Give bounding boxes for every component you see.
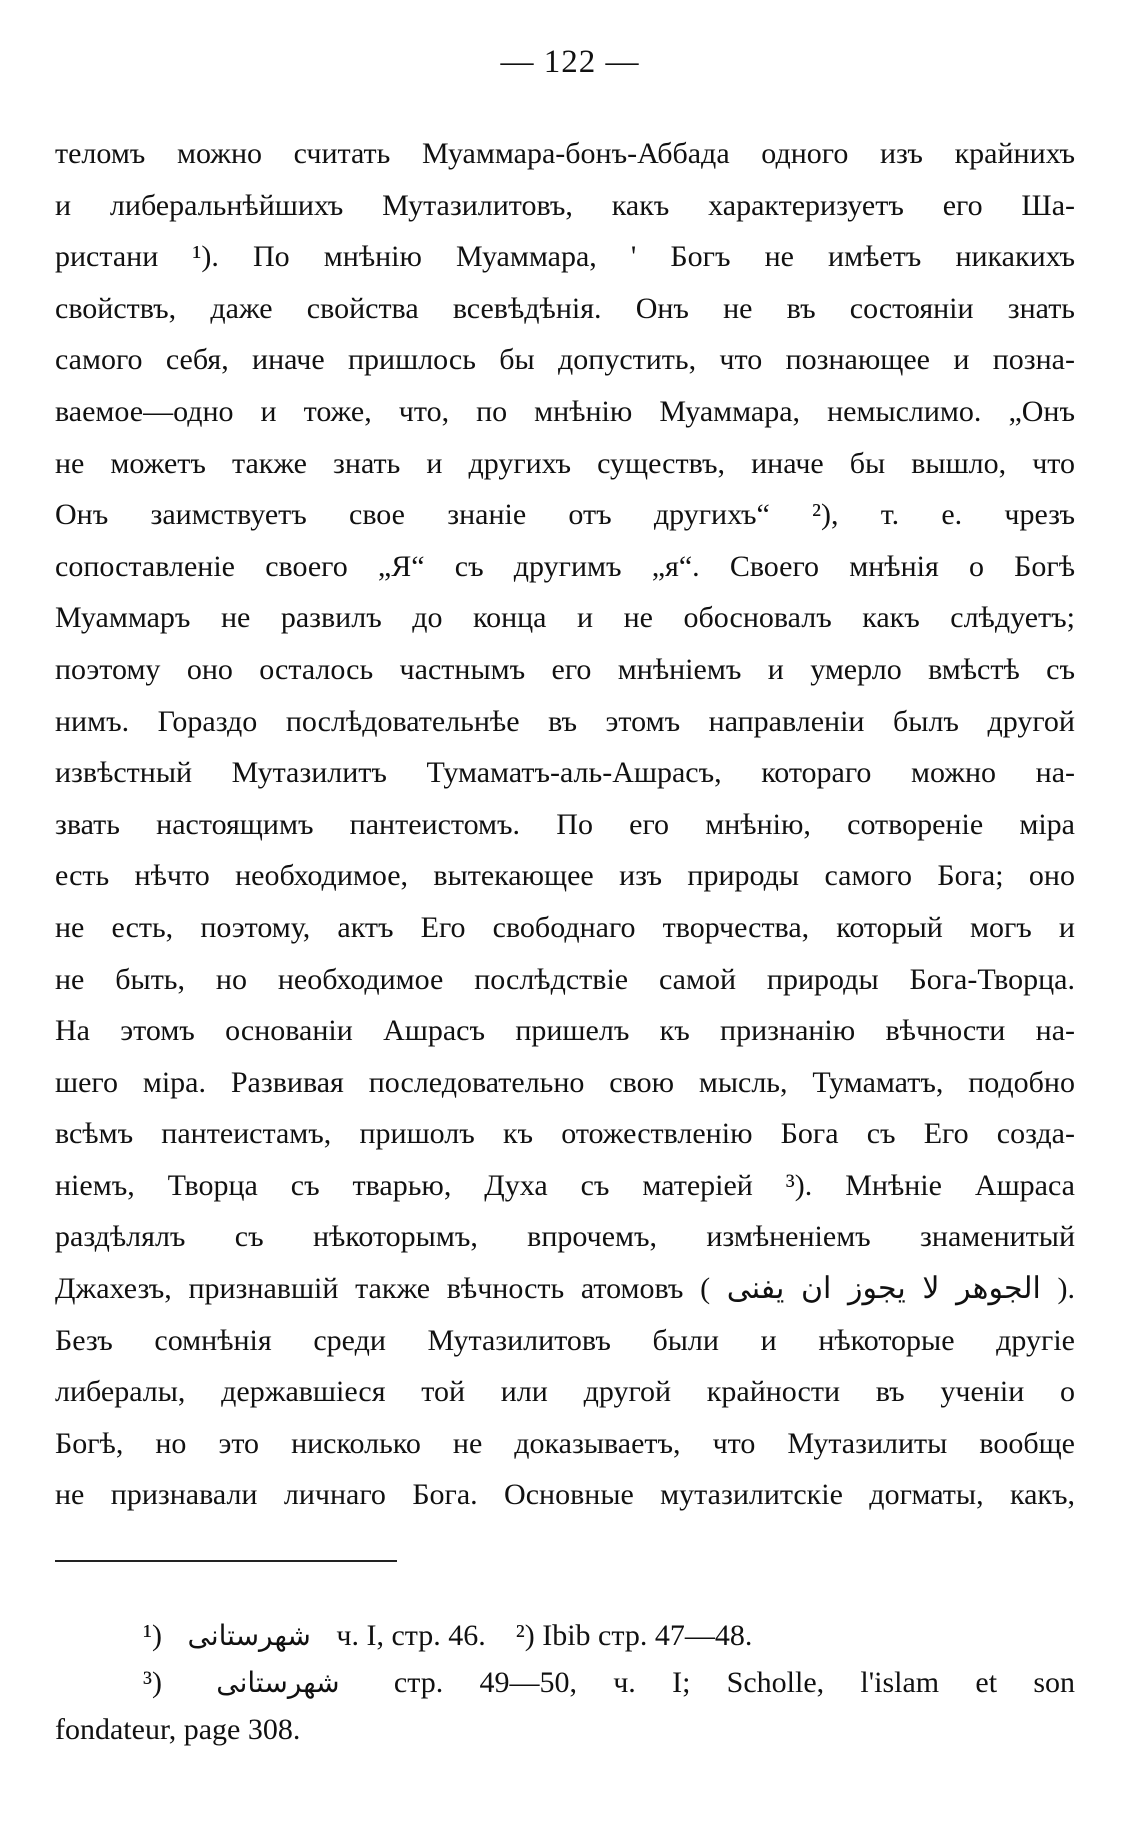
text-line: нимъ. Гораздо послѣдовательнѣе въ этомъ направленіи былъ другой [55, 704, 1075, 738]
text-line: не быть, но необходимое послѣдствіе самой природы Бога-Творца. [55, 962, 1075, 996]
text-line: раздѣлялъ съ нѣкоторымъ, впрочемъ, измѣненіемъ знаменитый [55, 1220, 1075, 1254]
text-line: и либеральнѣйшихъ Мутазилитовъ, какъ характеризуетъ его Ша- [55, 188, 1075, 222]
footnote-text: Ibib стр. 47—48. [542, 1619, 753, 1652]
text-line: Муаммаръ не развилъ до конца и не обосновалъ какъ слѣдуетъ; [55, 601, 1075, 635]
footnote-text: стр. 49—50, ч. I; Scholle, l'islam et son [393, 1666, 1075, 1699]
text-line: шего міра. Развивая последовательно свою мысль, Тумаматъ, подобно [55, 1065, 1075, 1099]
footnote-line-3: fondateur, page 308. [55, 1713, 301, 1746]
text-line: ваемое—одно и тоже, что, по мнѣнію Муаммара, немыслимо. „Онъ [55, 394, 1075, 428]
footnote-divider [55, 1560, 397, 1562]
body-text [55, 128, 1075, 1521]
text-line: поэтому оно осталось частнымъ его мнѣніемъ и умерло вмѣстѣ съ [55, 652, 1075, 686]
text-line: самого себя, иначе пришлось бы допустить, что познающее и позна- [55, 343, 1075, 377]
footnotes [55, 1612, 1075, 1753]
text-line: На этомъ основаніи Ашрасъ пришелъ къ признанію вѣчности на- [55, 1014, 1075, 1048]
text-line: есть нѣчто необходимое, вытекающее изъ природы самого Бога; оно [55, 859, 1075, 893]
arabic-source-name: شهرستانى [216, 1666, 340, 1699]
text-line: ристани ¹). По мнѣнію Муаммара, ' Богъ не имѣетъ никакихъ [55, 240, 1075, 274]
text-line: извѣстный Мутазилитъ Тумаматъ-аль-Ашрасъ, котораго можно на- [55, 756, 1075, 790]
footnote-marker: ²) [515, 1619, 535, 1652]
text-line: свойствъ, даже свойства всевѣдѣнія. Онъ не въ состояніи знать [55, 291, 1075, 325]
text-line: не можетъ также знать и другихъ существъ, иначе бы вышло, что [55, 446, 1075, 480]
text-line: всѣмъ пантеистамъ, пришолъ къ отожествленію Бога съ Его созда- [55, 1117, 1075, 1151]
text-line: теломъ можно считать Муаммара-бонъ-Аббада одного изъ крайнихъ [55, 137, 1075, 170]
text-line: не есть, поэтому, актъ Его свободнаго творчества, который могъ и [55, 910, 1075, 944]
footnote-text: ч. I, стр. 46. [336, 1619, 486, 1652]
text-line: сопоставленіе своего „Я“ съ другимъ „я“. Своего мнѣнія о Богѣ [55, 549, 1075, 583]
footnote-marker: ¹) [143, 1619, 162, 1652]
text-line: либералы, державшіеся той или другой крайности въ ученіи о [55, 1375, 1075, 1409]
text-line: Безъ сомнѣнія среди Мутазилитовъ были и нѣкоторые другіе [55, 1323, 1075, 1357]
text-line: Богѣ, но это нисколько не доказываетъ, что Мутазилиты вообще [55, 1426, 1075, 1460]
footnote-line-2 [55, 1659, 1075, 1706]
footnote-line-1 [55, 1612, 1075, 1659]
text-line: Онъ заимствуетъ свое знаніе отъ другихъ“ ²), т. е. чрезъ [55, 498, 1075, 532]
page-number: — 122 — [500, 44, 640, 80]
text-line-with-arabic: Джахезъ, признавшій также вѣчность атомовъ ( الجوهر لا يجوز ان يفنى ). [55, 1272, 1075, 1306]
text-line: ніемъ, Творца съ тварью, Духа съ матеріей ³). Мнѣніе Ашраса [55, 1168, 1075, 1202]
text-line: не признавали личнаго Бога. Основные мутазилитскіе догматы, какъ, [55, 1478, 1075, 1512]
text-line: звать настоящимъ пантеистомъ. По его мнѣнію, сотвореніе міра [55, 807, 1075, 841]
arabic-source-name: شهرستانى [187, 1619, 311, 1652]
footnote-marker: ³) [143, 1666, 162, 1699]
